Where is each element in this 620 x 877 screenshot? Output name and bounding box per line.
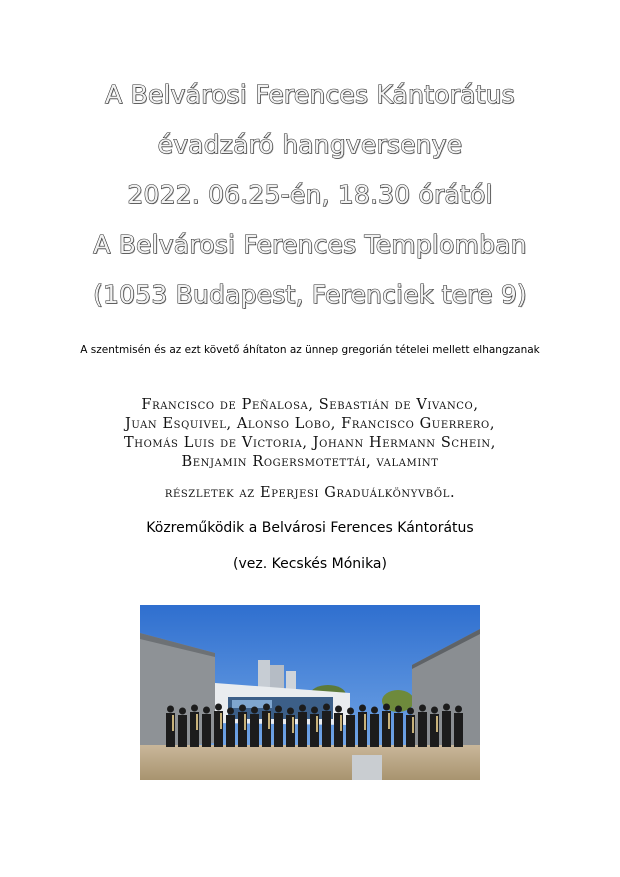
composer-line: Thomás Luis de Victoria, Johann Hermann Schein, xyxy=(124,435,496,451)
headline-choir-name: A Belvárosi Ferences Kántorátus xyxy=(105,80,515,109)
intro-text: A szentmisén és az ezt követő áhítaton az ünnep gregorián tételei mellett elhangzanak xyxy=(80,344,540,356)
headline-venue: A Belvárosi Ferences Templomban xyxy=(93,230,527,259)
composer-line: részletek az Eperjesi Graduálkönyvből. xyxy=(164,485,456,501)
conductor-credit: (vez. Kecskés Mónika) xyxy=(233,556,387,572)
performer-credit: Közreműködik a Belvárosi Ferences Kántorátus xyxy=(146,520,474,536)
composer-line: Francisco de Peñalosa, Sebastián de Vivanco, xyxy=(141,397,479,413)
headline-address: (1053 Budapest, Ferenciek tere 9) xyxy=(93,280,527,309)
headline-event: évadzáró hangversenye xyxy=(157,130,463,159)
composer-line: Benjamin Rogersmotettái, valamint xyxy=(181,454,439,470)
choir-photo xyxy=(140,605,480,780)
headline-date-time: 2022. 06.25-én, 18.30 órától xyxy=(127,180,493,209)
composer-list xyxy=(40,396,580,503)
composer-line: Juan Esquivel, Alonso Lobo, Francisco Guerrero, xyxy=(124,416,496,432)
choir-photo-illustration xyxy=(140,605,480,780)
